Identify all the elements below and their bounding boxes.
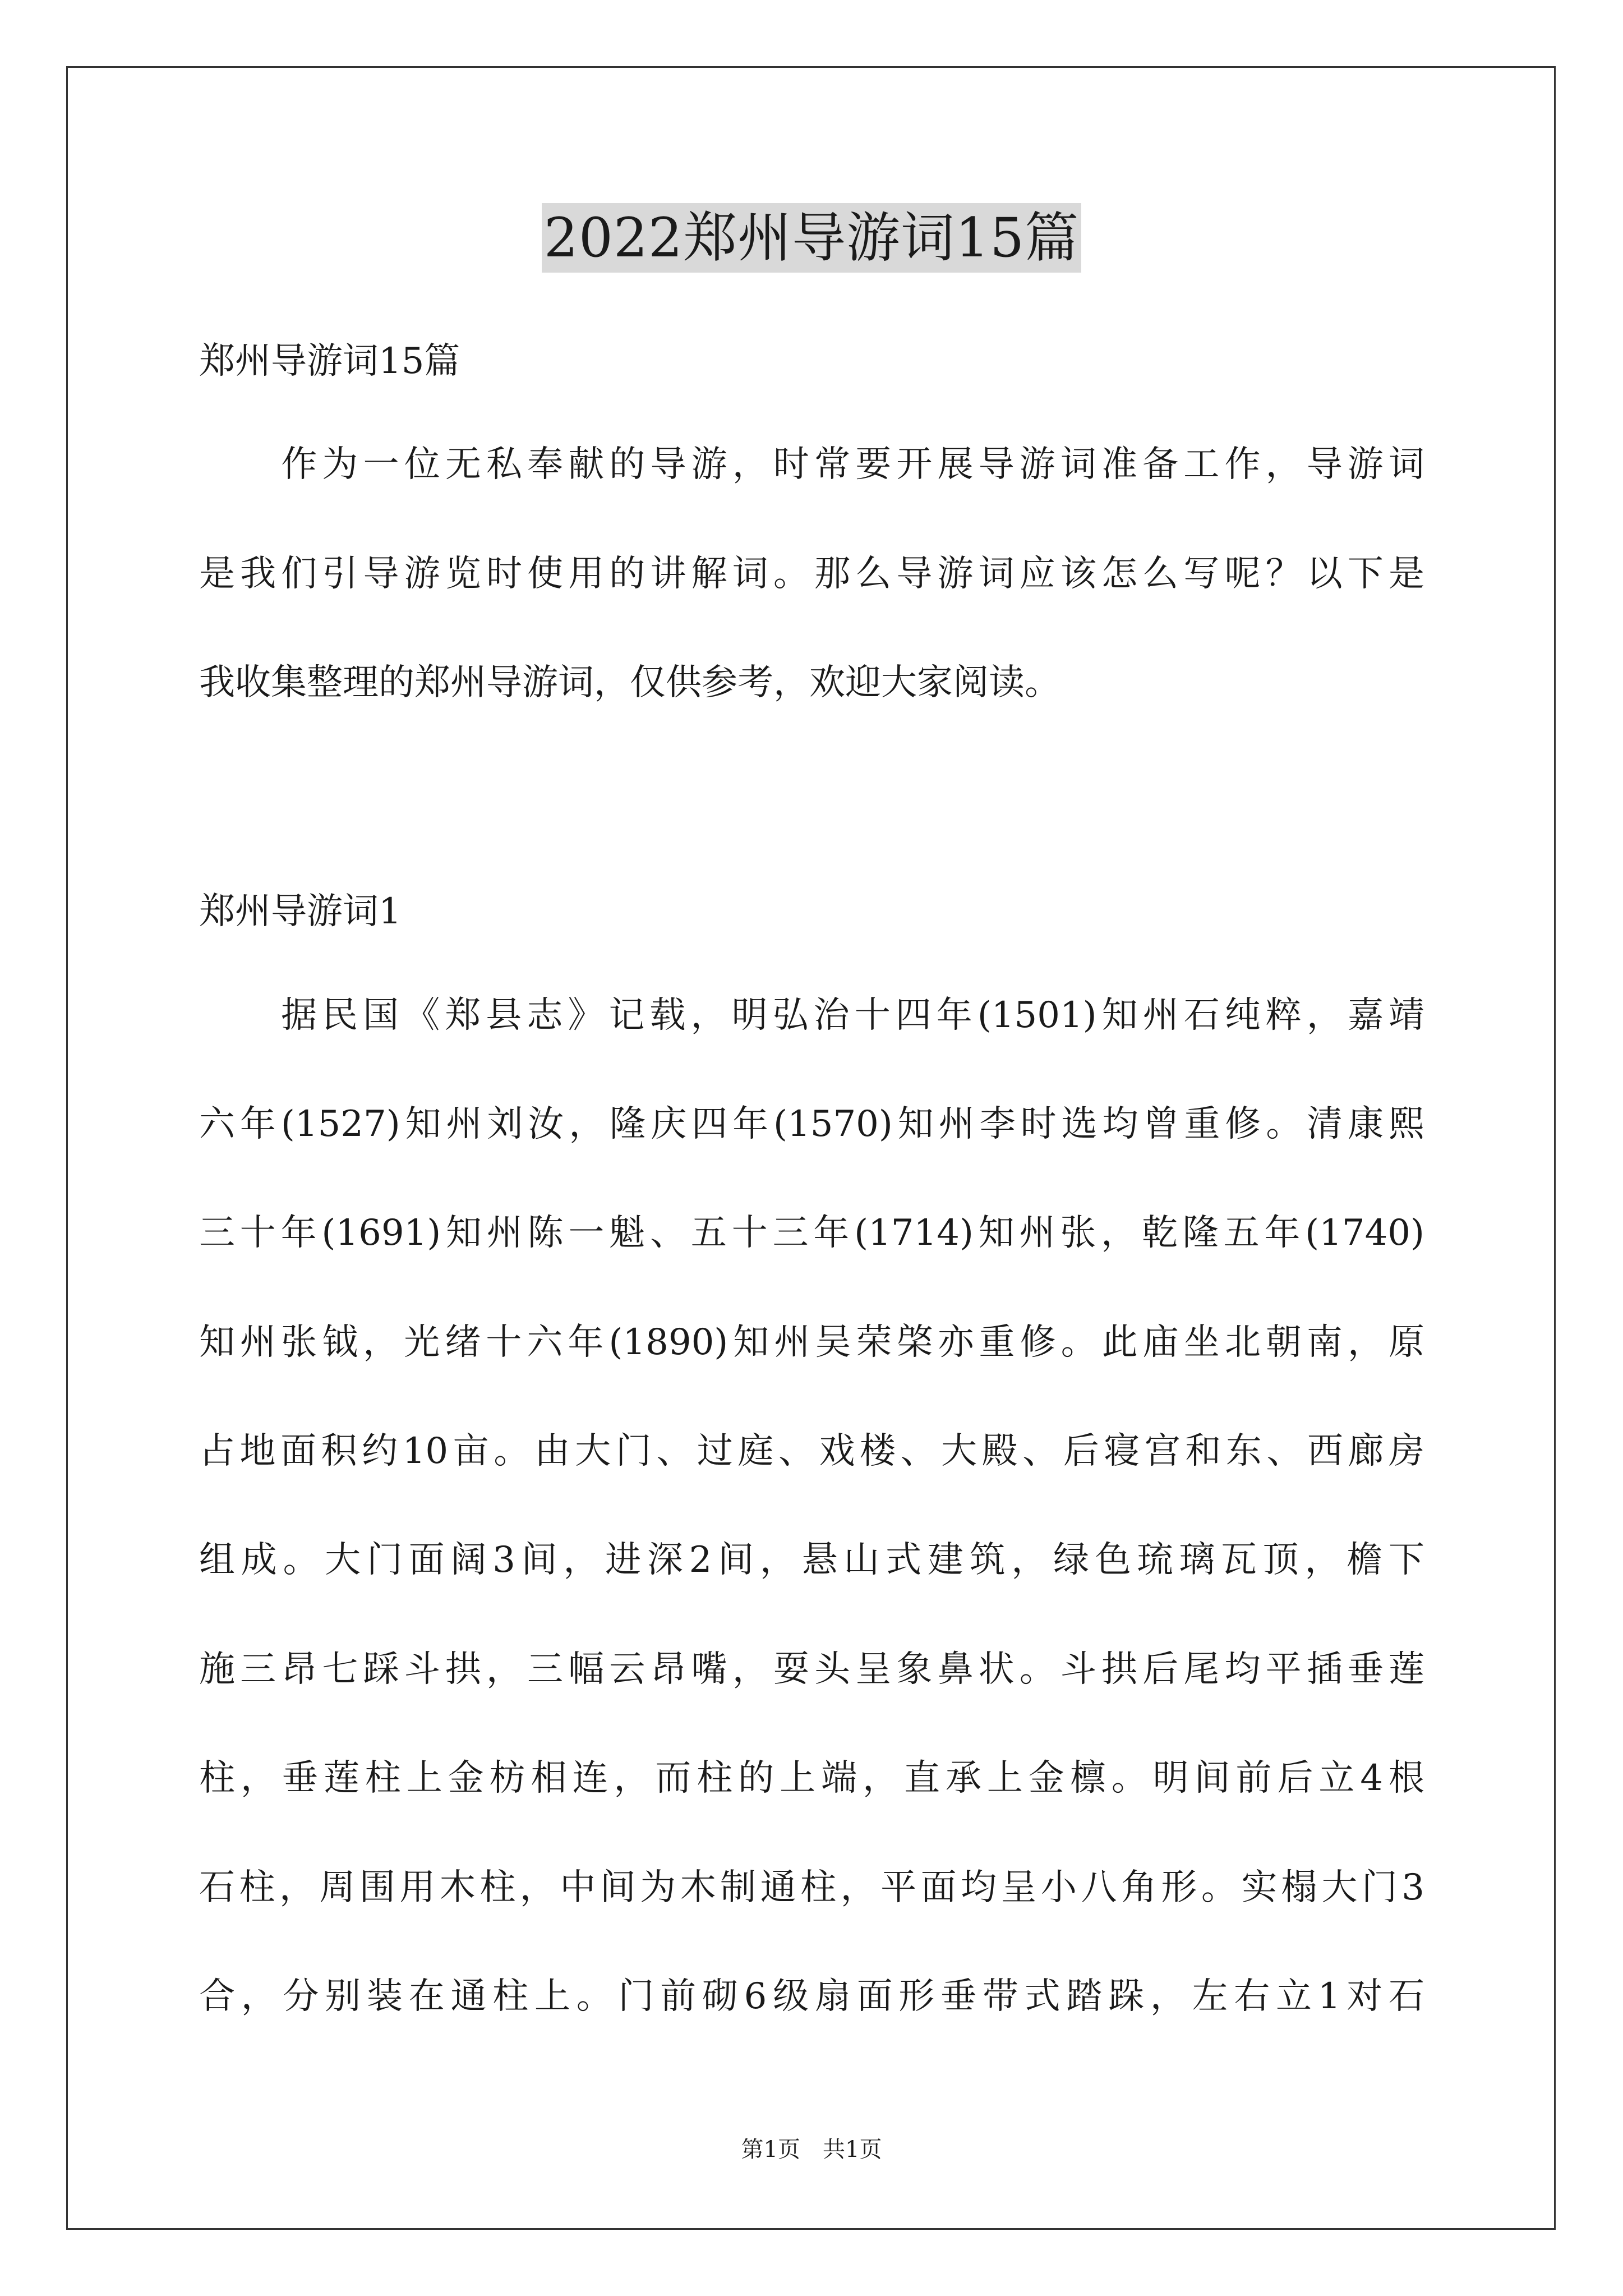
section-heading: 郑州导游词1 bbox=[199, 891, 402, 932]
body-line: 石柱，周围用木柱，中间为木制通柱，平面均呈小八角形。实榻大门3 bbox=[199, 1867, 1424, 1908]
title-container bbox=[0, 203, 1623, 273]
document-subtitle: 郑州导游词15篇 bbox=[199, 341, 460, 382]
intro-line: 是我们引导游览时使用的讲解词。那么导游词应该怎么写呢？以下是 bbox=[199, 553, 1424, 595]
document-title: 2022郑州导游词15篇 bbox=[542, 203, 1081, 273]
intro-line: 作为一位无私奉献的导游，时常要开展导游词准备工作，导游词 bbox=[199, 444, 1424, 485]
body-line: 占地面积约10亩。由大门、过庭、戏楼、大殿、后寝宫和东、西廊房 bbox=[199, 1430, 1424, 1472]
body-line: 合，分别装在通柱上。门前砌6级扇面形垂带式踏跺，左右立1对石 bbox=[199, 1976, 1424, 2017]
page-footer: 第1页 共1页 bbox=[741, 2137, 882, 2162]
intro-line: 我收集整理的郑州导游词，仅供参考，欢迎大家阅读。 bbox=[199, 662, 1061, 703]
body-line: 柱，垂莲柱上金枋相连，而柱的上端，直承上金檩。明间前后立4根 bbox=[199, 1757, 1424, 1799]
body-line: 六年(1527)知州刘汝，隆庆四年(1570)知州李时选均曾重修。清康熙 bbox=[199, 1103, 1424, 1145]
body-line: 三十年(1691)知州陈一魁、五十三年(1714)知州张，乾隆五年(1740) bbox=[199, 1212, 1424, 1254]
body-line: 知州张钺，光绪十六年(1890)知州吴荣棨亦重修。此庙坐北朝南，原 bbox=[199, 1322, 1424, 1363]
body-line: 组成。大门面阔3间，进深2间，悬山式建筑，绿色琉璃瓦顶，檐下 bbox=[199, 1539, 1424, 1581]
body-line: 施三昂七踩斗拱，三幅云昂嘴，耍头呈象鼻状。斗拱后尾均平插垂莲 bbox=[199, 1649, 1424, 1690]
body-line: 据民国《郑县志》记载，明弘治十四年(1501)知州石纯粹，嘉靖 bbox=[199, 995, 1424, 1036]
